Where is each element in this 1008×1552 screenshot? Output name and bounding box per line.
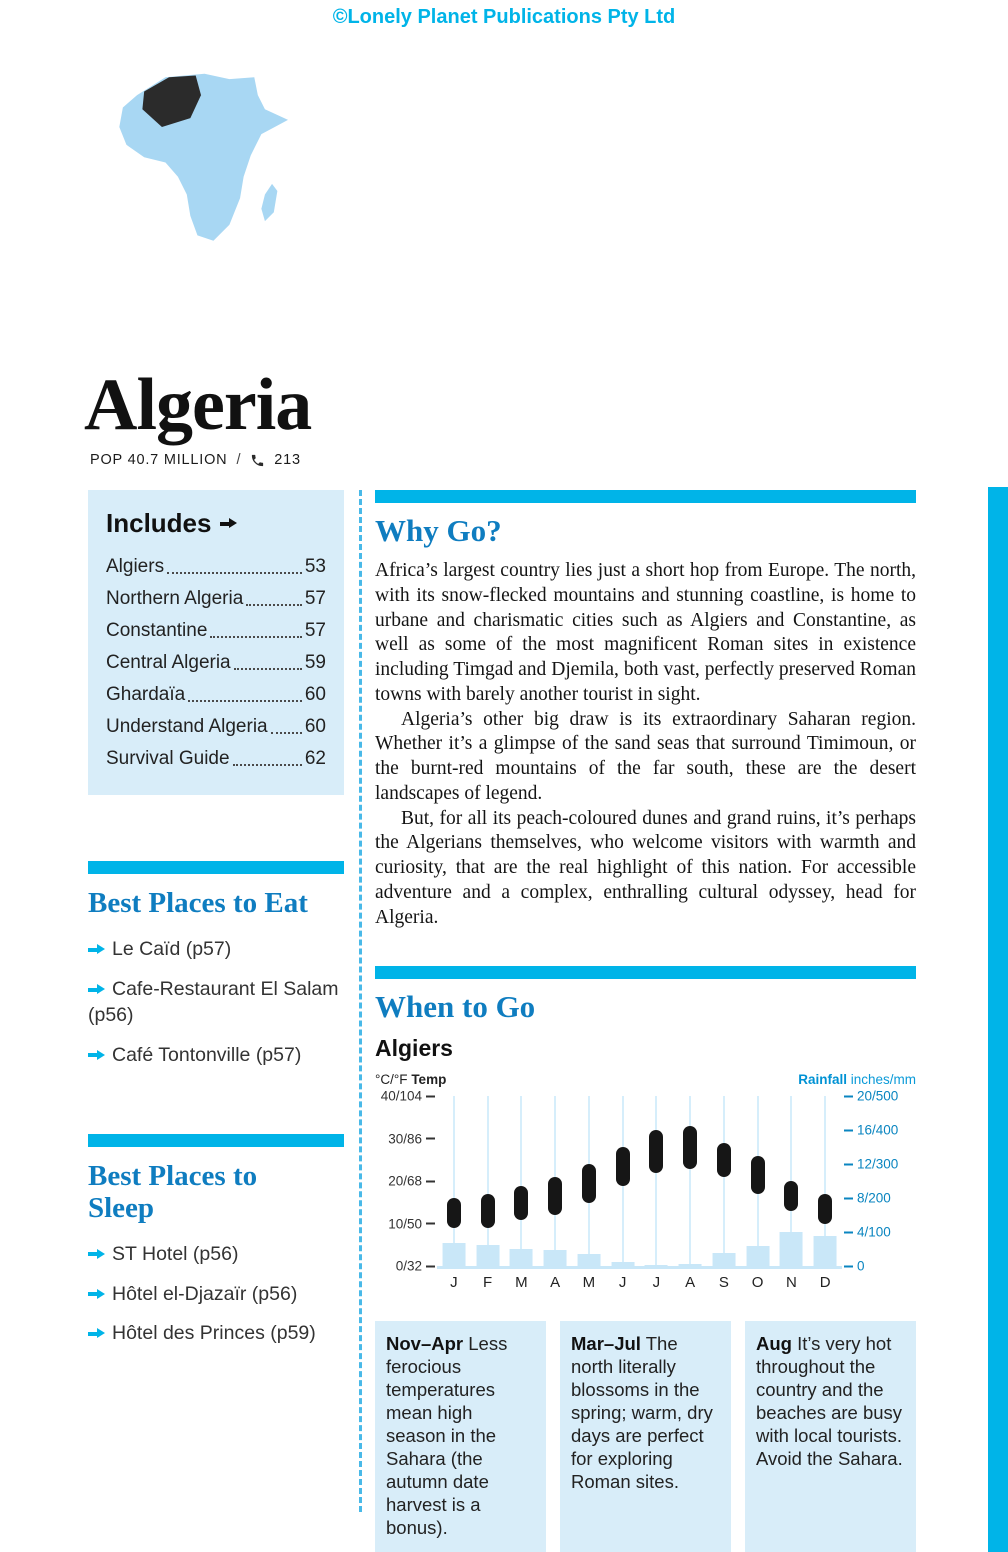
dot-leader <box>233 764 302 766</box>
list-item-label: Le Caïd (p57) <box>112 938 232 961</box>
temperature-range-bar <box>582 1164 596 1202</box>
includes-heading <box>106 508 326 539</box>
tick-label: 40/104 <box>380 1088 422 1104</box>
list-item-label: Hôtel des Princes (p59) <box>112 1322 316 1345</box>
tick-label: 30/86 <box>388 1131 422 1147</box>
africa-map-svg <box>112 56 290 262</box>
rainfall-bar <box>577 1254 600 1266</box>
toc-entry-label: Central Algeria <box>106 652 231 673</box>
tick-label: 16/400 <box>857 1122 899 1138</box>
right-arrow-icon <box>220 518 237 529</box>
list-item <box>88 1043 344 1069</box>
content-columns <box>88 490 916 1552</box>
rainfall-axis-header <box>798 1072 916 1087</box>
temperature-range-bar <box>447 1198 461 1228</box>
tick-mark <box>844 1129 853 1131</box>
chart-gridline <box>487 1096 489 1266</box>
temperature-range-bar <box>818 1194 832 1224</box>
season-note <box>375 1321 546 1551</box>
climate-chart-plot <box>437 1096 842 1269</box>
page-edge-tab <box>988 487 1008 1552</box>
best-eat-list <box>88 937 344 1068</box>
season-note <box>560 1321 731 1551</box>
right-arrow-icon <box>88 984 105 995</box>
dot-leader <box>167 572 302 574</box>
month-label: J <box>618 1273 627 1291</box>
list-item <box>88 977 344 1028</box>
rainfall-axis <box>798 1070 916 1295</box>
month-label: J <box>652 1273 661 1291</box>
tick-label: 0 <box>857 1258 865 1274</box>
chart-city-label: Algiers <box>375 1035 453 1062</box>
temp-axis-tick <box>381 1089 435 1104</box>
toc-entry-label: Understand Algeria <box>106 716 268 737</box>
paragraph: Algeria’s other big draw is its extraordinary Saharan region. Whether it’s a glimpse of the sand seas that surround Timimoun, or the burnt-red mountains of the far south, these are the desert landscapes of legend. <box>375 708 916 804</box>
rainfall-bar <box>476 1245 499 1266</box>
when-to-go-heading: When to Go <box>375 989 536 1025</box>
rain-axis-unit: inches/mm <box>850 1072 916 1088</box>
month-label: J <box>450 1273 458 1291</box>
best-sleep-heading: Best Places to Sleep <box>88 1160 258 1224</box>
dot-leader <box>246 604 302 606</box>
main-column <box>375 490 916 1552</box>
chart-month-column <box>538 1096 572 1266</box>
chart-month-column <box>505 1096 539 1266</box>
month-label: F <box>483 1273 493 1291</box>
why-go-heading: Why Go? <box>375 513 502 548</box>
paragraph: Africa’s largest country lies just a short hop from Europe. The north, with its snow-flecked mountains and stunning coastline, is home to urbane and charismatic cities such as Algiers and Constantine, as well as some of the most magnificent Roman sites in existence including Timgad and Djemila, both vast, perfectly preserved Roman towns with barely another tourist in sight. <box>375 560 916 705</box>
season-label: Nov–Apr <box>386 1333 464 1355</box>
season-label: Mar–Jul <box>571 1333 641 1355</box>
rainfall-bar <box>679 1264 702 1267</box>
chart-gridline <box>723 1096 725 1266</box>
rainfall-bar <box>544 1250 567 1266</box>
list-item <box>88 937 344 963</box>
temperature-range-bar <box>784 1181 798 1211</box>
page-title: Algeria <box>84 364 312 446</box>
phone-code: 213 <box>274 452 301 468</box>
population-stat: POP 40.7 MILLION <box>90 452 228 468</box>
rain-axis-tick <box>844 1225 891 1240</box>
rain-axis-tick <box>844 1191 891 1206</box>
tick-mark <box>426 1180 435 1182</box>
list-item <box>88 1321 344 1347</box>
toc-entry <box>106 647 326 679</box>
right-arrow-icon <box>88 1050 105 1061</box>
toc-entry-page: 60 <box>304 684 326 705</box>
temperature-range-bar <box>548 1177 562 1215</box>
temperature-axis-header <box>375 1072 446 1087</box>
list-item <box>88 1242 344 1268</box>
dot-leader <box>271 732 302 734</box>
rainfall-axis-ticks <box>842 1088 916 1274</box>
toc-entry-page: 60 <box>304 716 326 737</box>
chart-gridline <box>520 1096 522 1266</box>
chart-month-column <box>707 1096 741 1266</box>
temperature-range-bar <box>514 1186 528 1220</box>
section-rule <box>88 861 344 874</box>
month-label: M <box>515 1273 528 1291</box>
chart-month-column <box>437 1096 471 1266</box>
tick-mark <box>426 1223 435 1225</box>
section-rule <box>375 966 916 979</box>
best-sleep-list <box>88 1242 344 1347</box>
right-arrow-icon <box>88 1289 105 1300</box>
chart-month-column <box>673 1096 707 1266</box>
temperature-range-bar <box>649 1130 663 1173</box>
tick-mark <box>844 1163 853 1165</box>
toc-entry-label: Algiers <box>106 556 165 577</box>
toc-entry-label: Northern Algeria <box>106 588 244 609</box>
month-label: D <box>819 1273 831 1291</box>
tick-mark <box>844 1095 853 1097</box>
includes-heading-label: Includes <box>106 508 212 538</box>
rainfall-bar <box>746 1246 769 1266</box>
season-text: Less ferocious temperatures mean high season in the Sahara (the autumn date harvest is a bonus). <box>386 1333 508 1538</box>
month-label: O <box>751 1273 764 1291</box>
tick-label: 4/100 <box>857 1224 891 1240</box>
right-arrow-icon <box>88 944 105 955</box>
why-go-section <box>375 490 916 930</box>
month-label: S <box>718 1273 729 1291</box>
section-rule <box>375 490 916 503</box>
climate-chart <box>375 1070 916 1295</box>
tick-label: 0/32 <box>395 1258 422 1274</box>
column-divider <box>359 490 362 1512</box>
tick-label: 8/200 <box>857 1190 891 1206</box>
list-item-label: ST Hotel (p56) <box>112 1242 239 1265</box>
chart-gridline <box>453 1096 455 1266</box>
temp-axis-tick <box>388 1131 435 1146</box>
toc-entry-label: Ghardaïa <box>106 684 186 705</box>
temp-axis-tick <box>388 1216 435 1231</box>
dot-leader <box>210 636 301 638</box>
right-arrow-icon <box>88 1328 105 1339</box>
list-item <box>88 1282 344 1308</box>
country-stats <box>90 452 301 468</box>
month-label: A <box>685 1273 696 1291</box>
rain-axis-tick <box>844 1089 898 1104</box>
rainfall-bar <box>442 1243 465 1266</box>
temperature-axis-ticks <box>375 1088 437 1274</box>
toc-entry <box>106 743 326 775</box>
toc-entry-label: Constantine <box>106 620 208 641</box>
section-rule <box>88 1134 344 1147</box>
month-label: M <box>582 1273 596 1291</box>
chart-month-column <box>775 1096 809 1266</box>
tick-mark <box>844 1265 853 1267</box>
rainfall-bar <box>814 1236 837 1267</box>
why-go-body <box>375 559 916 930</box>
rainfall-bar <box>611 1262 634 1266</box>
toc-entry <box>106 551 326 583</box>
rainfall-bar <box>510 1249 533 1266</box>
tick-label: 12/300 <box>857 1156 899 1172</box>
chart-month-column <box>808 1096 842 1266</box>
tick-mark <box>426 1138 435 1140</box>
dot-leader <box>234 668 302 670</box>
list-item-label: Café Tontonville (p57) <box>112 1043 302 1066</box>
chart-month-column <box>741 1096 775 1266</box>
list-item-label: Cafe-Restaurant El Salam (p56) <box>88 978 339 1026</box>
best-eat-heading: Best Places to Eat <box>88 887 308 919</box>
dot-leader <box>188 700 302 702</box>
month-label: N <box>785 1273 797 1291</box>
toc-entry <box>106 615 326 647</box>
toc-entry-page: 57 <box>304 588 326 609</box>
rainfall-bar <box>780 1232 803 1266</box>
phone-icon <box>250 453 265 468</box>
temp-axis-unit: °C/°F <box>375 1072 408 1088</box>
chart-gridline <box>689 1096 691 1266</box>
temperature-range-bar <box>751 1156 765 1194</box>
list-item-label: Hôtel el-Djazaïr (p56) <box>112 1282 298 1305</box>
toc-entry-page: 57 <box>304 620 326 641</box>
tick-mark <box>844 1231 853 1233</box>
tick-label: 20/500 <box>857 1088 899 1104</box>
season-text: The north literally blossoms in the spring; warm, dry days are perfect for exploring Roman sites. <box>571 1333 713 1492</box>
chart-month-column <box>471 1096 505 1266</box>
tick-mark <box>426 1265 435 1267</box>
tick-mark <box>426 1095 435 1097</box>
madagascar-shape <box>261 184 277 221</box>
rain-axis-tick <box>844 1157 898 1172</box>
temperature-range-bar <box>616 1147 630 1185</box>
rainfall-bar <box>645 1265 668 1266</box>
toc-entry <box>106 679 326 711</box>
chart-gridline <box>655 1096 657 1266</box>
temp-axis-tick <box>388 1174 435 1189</box>
season-notes <box>375 1321 916 1551</box>
best-places-to-sleep-section <box>88 1134 344 1347</box>
temperature-range-bar <box>683 1126 697 1169</box>
chart-month-column <box>640 1096 674 1266</box>
month-axis <box>437 1269 842 1295</box>
toc-entry-page: 53 <box>304 556 326 577</box>
right-arrow-icon <box>88 1249 105 1260</box>
toc-entry-label: Survival Guide <box>106 748 230 769</box>
africa-locator-map <box>112 56 290 267</box>
paragraph: But, for all its peach-coloured dunes and grand ruins, it’s perhaps the Algerians themselves, who welcome visitors with warmth and curiosity, that are the real highlight of this nation. For accessible adventure and a complex, enthralling cultural odyssey, head for Algeria. <box>375 807 916 928</box>
temperature-range-bar <box>717 1143 731 1177</box>
toc-entry-page: 62 <box>304 748 326 769</box>
best-places-to-eat-section <box>88 861 344 1068</box>
stat-separator: / <box>236 452 242 468</box>
tick-mark <box>844 1197 853 1199</box>
season-text: It’s very hot throughout the country and the beaches are busy with local tourists. Avoid the Sahara. <box>756 1333 903 1469</box>
season-label: Aug <box>756 1333 792 1355</box>
rain-axis-tick <box>844 1123 898 1138</box>
toc-entry-page: 59 <box>304 652 326 673</box>
chart-month-column <box>606 1096 640 1266</box>
chart-month-column <box>572 1096 606 1266</box>
month-label: A <box>550 1273 561 1291</box>
temp-axis-label: Temp <box>411 1072 447 1088</box>
toc-entry <box>106 583 326 615</box>
temp-axis-tick <box>396 1259 435 1274</box>
tick-label: 10/50 <box>388 1216 422 1232</box>
includes-box <box>88 490 344 795</box>
rain-axis-label: Rainfall <box>798 1072 847 1088</box>
rain-axis-tick <box>844 1259 865 1274</box>
season-note <box>745 1321 916 1551</box>
toc-entry <box>106 711 326 743</box>
rainfall-bar <box>712 1253 735 1266</box>
chart-plot-area <box>437 1070 842 1295</box>
when-to-go-section <box>375 966 916 1551</box>
sidebar-column <box>88 490 344 1552</box>
temperature-axis <box>375 1070 447 1295</box>
temperature-range-bar <box>481 1194 495 1228</box>
tick-label: 20/68 <box>388 1173 422 1189</box>
copyright-notice: ©Lonely Planet Publications Pty Ltd <box>332 6 676 28</box>
